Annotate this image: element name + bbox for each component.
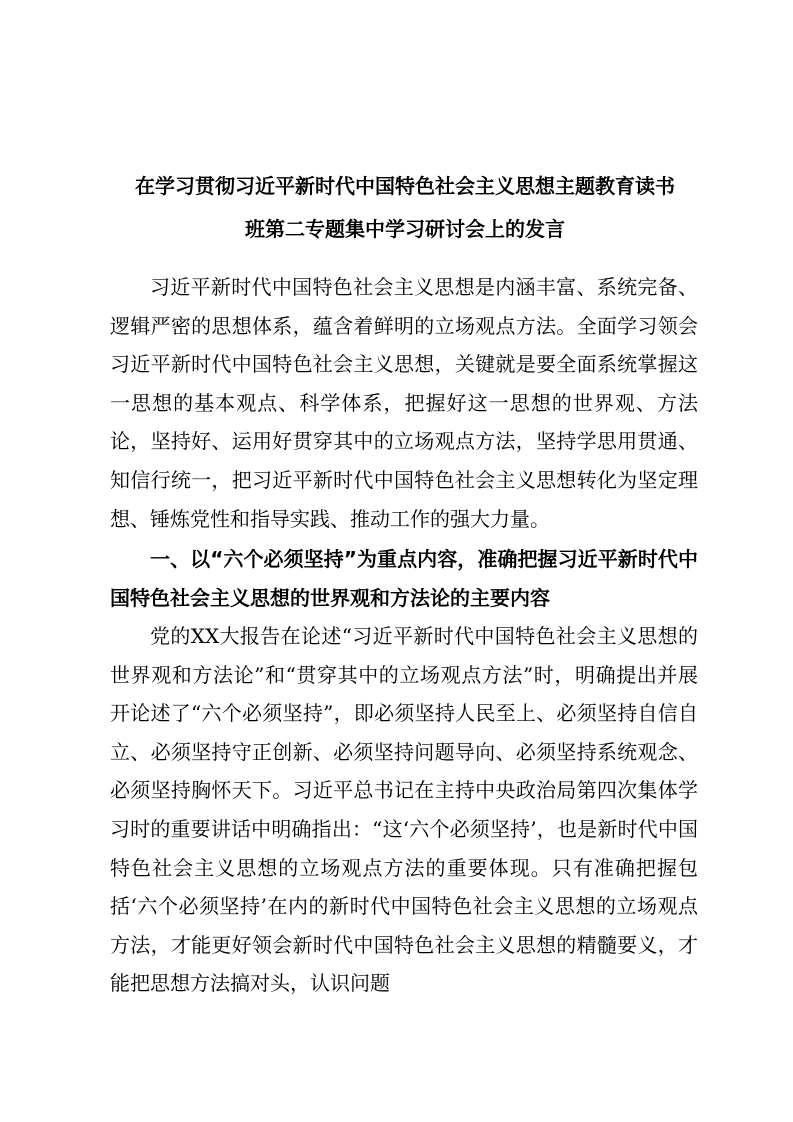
intro-paragraph: 习近平新时代中国特色社会主义思想是内涵丰富、系统完备、逻辑严密的思想体系，蕴含着鲜明的立场观点方法。全面学习领会习近平新时代中国特色社会主义思想，关键就是要全面系统掌握这一思想的基本观点、科学体系，把握好这一思想的世界观、方法论，坚持好、运用好贯穿其中的立场观点方法，坚持学思用贯通、知信行统一，把习近平新时代中国特色社会主义思想转化为坚定理想、锤炼党性和指导实践、推动工作的强大力量。: [110, 275, 698, 531]
document-title-line-2: 班第二专题集中学习研讨会上的发言: [245, 217, 565, 241]
document-title-line-1: 在学习贯彻习近平新时代中国特色社会主义思想主题教育读书: [135, 174, 675, 198]
section-1-heading: 一、以“六个必须坚持”为重点内容，准确把握习近平新时代中国特色社会主义思想的世界观和方法论的主要内容: [110, 547, 698, 610]
section-1-paragraph: 党的XX大报告在论述“习近平新时代中国特色社会主义思想的世界观和方法论”和“贯穿其中的立场观点方法”时，明确提出并展开论述了“六个必须坚持”，即必须坚持人民至上、必须坚持自信自立、必须坚持守正创新、必须坚持问题导向、必须坚持系统观念、必须坚持胸怀天下。习近平总书记在主持中央政治局第四次集体学习时的重要讲话中明确指出：“这‘六个必须坚持’，也是新时代中国特色社会主义思想的立场观点方法的重要体现。只有准确把握包括‘六个必须坚持’在内的新时代中国特色社会主义思想的立场观点方法，才能更好领会新时代中国特色社会主义思想的精髓要义，才能把思想方法搞对头，认识问题: [110, 624, 698, 996]
